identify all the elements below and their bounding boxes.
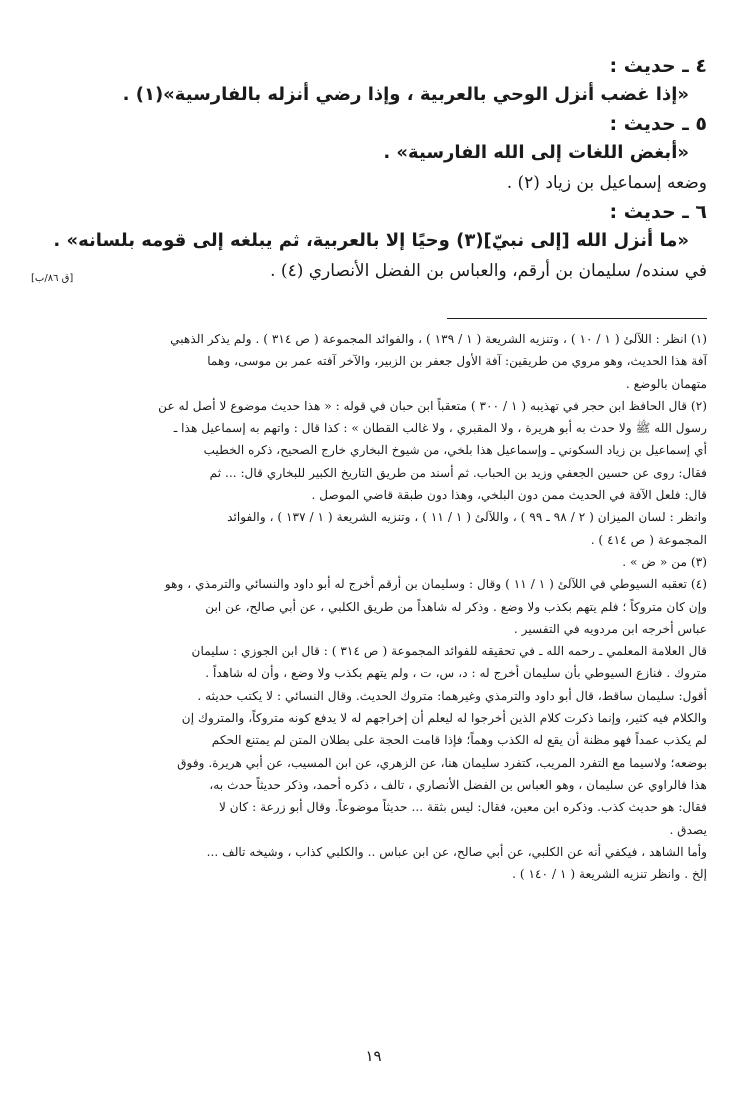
hadith-6-note: في سنده/ سليمان بن أرقم، والعباس بن الفضل الأنصاري (٤) . — [270, 261, 707, 281]
footnote-2-line: قال: فلعل الآفة في الحديث ممن دون البلخي، وهذا دون طبقة قاضي الموصل . — [311, 488, 707, 503]
hadith-5-text: «أبغض اللغات إلى الله الفارسية» . — [383, 142, 689, 163]
hadith-6-text: «ما أنزل الله [إلى نبيّ](٣) وحيًا إلا بالعربية، ثم يبلغه إلى قومه بلسانه» . — [53, 230, 689, 251]
hadith-6-note-line — [31, 256, 707, 286]
footnote-4-line: وأما الشاهد ، فيكفي أنه عن الكلبي، عن أبي صالح، عن ابن عباس .. والكلبي كذاب ، وشيخه تالف ... — [206, 844, 707, 859]
footnote-2-line: المجموعة ( ص ٤١٤ ) . — [590, 532, 707, 547]
footnote-4-line: بوضعه؛ ولاسيما مع التفرد المريب، كتفرد سليمان هنا، عن الزهري، عن ابن المسيب، عن أبي هريرة. وفوق — [177, 755, 707, 770]
footnote-2-line: أي إسماعيل بن زياد السكوني ـ وإسماعيل هذا بلخي، من شيوخ البخاري خارج الصحيح، ذكره الخطيب — [203, 443, 707, 458]
page-number: ١٩ — [365, 1047, 382, 1065]
footnote-4-line: والكلام فيه كثير، وإنما ذكرت كلام الذين أخرجوا له ليعلم أن إخراجهم له لا يدفع كونه متروكاً، والمتروك إن — [181, 711, 707, 726]
footnote-4-line: أقول: سليمان ساقط، قال أبو داود والترمذي وغيرهما: متروك الحديث. وقال النسائي : لا يكتب حديثه . — [197, 688, 707, 703]
main-text — [31, 52, 707, 286]
footnote-2-line: (٢) قال الحافظ ابن حجر في تهذيبه ( ١ / ٣٠٠ ) متعقباً ابن حبان في قوله : « هذا حديث موضوع لا أصل له عن — [158, 398, 707, 413]
hadith-6-heading: ٦ ـ حديث : — [609, 201, 707, 223]
folio-marker: [ق ٨٦/ب] — [31, 273, 74, 284]
footnote-4-line: فقال: هو حديث كذب. وذكره ابن معين، فقال: ليس بثقة ... حديثاً موضوعاً. وقال أبو زرعة : كان لا — [218, 800, 707, 815]
footnote-4-line: عباس أخرجه ابن مردويه في التفسير . — [513, 621, 707, 636]
footnote-4-line: إلخ . وانظر تنزيه الشريعة ( ١ / ١٤٠ ) . — [512, 867, 707, 882]
footnote-2-line: فقال: روى عن حسين الجعفي وزيد بن الحباب. ثم أسند من طريق التاريخ الكبير للبخاري قال: ... ثم — [209, 465, 707, 480]
hadith-5-note: وضعه إسماعيل بن زياد (٢) . — [506, 173, 707, 193]
hadith-4-heading: ٤ ـ حديث : — [609, 55, 707, 77]
footnote-4-line: (٤) تعقبه السيوطي في اللآلئ ( ١ / ١١ ) وقال : وسليمان بن أرقم أخرج له أبو داود والنسائي والترمذي ، وهو — [164, 577, 707, 592]
hadith-5-heading: ٥ ـ حديث : — [609, 113, 707, 135]
footnote-2-line: رسول الله ﷺ ولا حدث به أبو هريرة ، ولا المقبري ، ولا غالب القطان » : كذا قال : واتهم به إسماعيل هذا ـ — [173, 421, 707, 436]
footnote-1-line: متهمان بالوضع . — [625, 376, 707, 391]
footnotes — [33, 328, 707, 885]
footnote-4-line: قال العلامة المعلمي ـ رحمه الله ـ في تحقيقه للفوائد المجموعة ( ص ٣١٤ ) : قال ابن الجوزي : سليمان — [191, 644, 707, 659]
footnote-separator — [447, 318, 707, 319]
footnote-1-line: (١) انظر : اللآلئ ( ١ / ١٠ ) ، وتنزيه الشريعة ( ١ / ١٣٩ ) ، والفوائد المجموعة ( ص ٣١٤ ) . ولم يذكر الذهبي — [170, 332, 707, 346]
footnote-4-line: وإن كان متروكاً ؛ فلم يتهم بكذب ولا وضع . وذكر له شاهداً من طريق الكلبي ، عن أبي صالح، عن ابن — [205, 599, 707, 614]
footnote-4-line: هذا فالراوي عن سليمان ، وهو العباس بن الفضل الأنصاري ، تالف ، ذكره أحمد، وذكر حديثاً حدث به، — [209, 777, 707, 792]
footnote-4-line: يصدق . — [669, 822, 707, 837]
footnote-4-line: متروك . فنازع السيوطي بأن سليمان أخرج له : د، س، ت ، ولم يتهم بكذب ولا وضع ، وأن له شاهداً . — [205, 666, 707, 681]
footnote-4-line: لم يكذب عمداً فهو مظنة أن يقع له الكذب وهماً؛ فإذا قامت الحجة على بطلان المتن لم يمتنع الحكم — [211, 733, 707, 748]
footnote-2-line: وانظر : لسان الميزان ( ٢ / ٩٨ ـ ٩٩ ) ، واللآلئ ( ١ / ١١ ) ، وتنزيه الشريعة ( ١ / ١٣٧ ) ، والفوائد — [227, 510, 707, 525]
footnote-1-line: آفة هذا الحديث، وهو مروي من طريقين: آفة الأول جعفر بن الزبير، والآخر آفته عمر بن موسى، وهما — [207, 354, 707, 369]
footnote-3: (٣) من « ض » . — [622, 554, 707, 569]
hadith-4-text: «إذا غضب أنزل الوحي بالعربية ، وإذا رضي أنزله بالفارسية»(١) . — [122, 84, 689, 105]
